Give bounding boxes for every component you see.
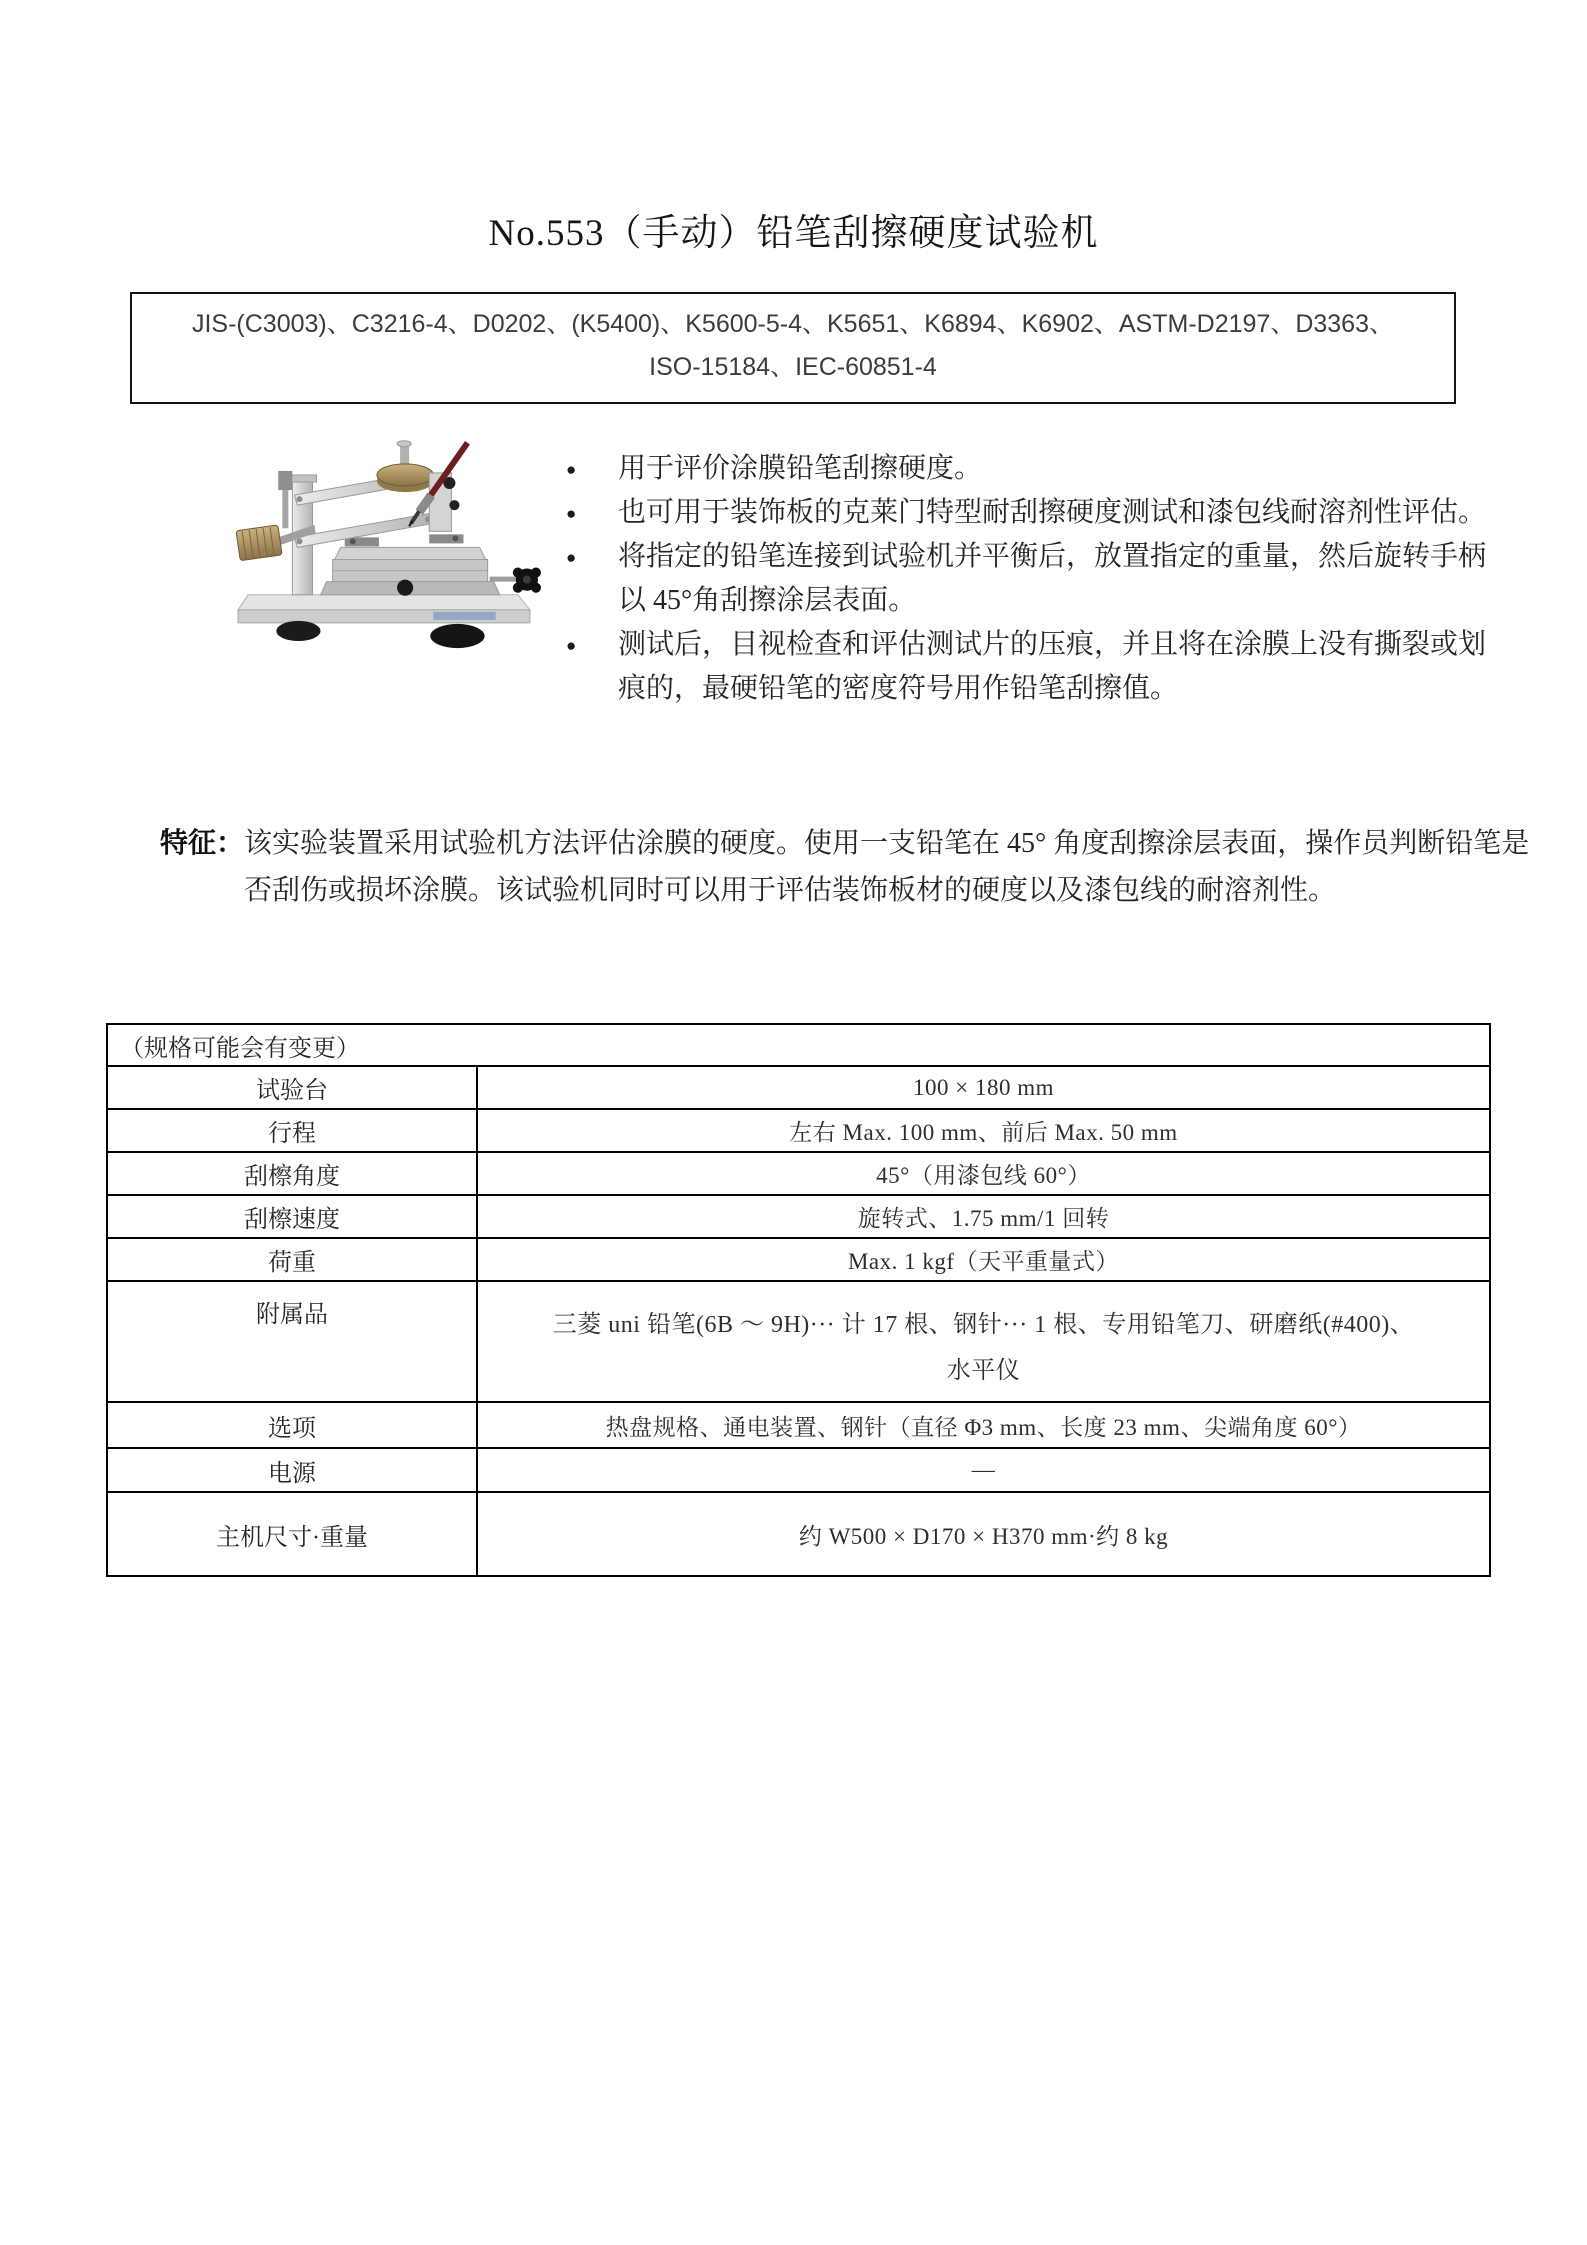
spec-row-stroke xyxy=(107,1109,1490,1152)
intro-bullet-list xyxy=(566,447,1500,711)
bullet-text: 将指定的铅笔连接到试验机并平衡后，放置指定的重量，然后旋转手柄以 45°角刮擦涂层表面。 xyxy=(618,541,1487,616)
bullet-dot-icon: ● xyxy=(566,460,577,479)
spec-value: 热盘规格、通电装置、钢针（直径 Φ3 mm、长度 23 mm、尖端角度 60°） xyxy=(477,1402,1490,1448)
spec-value xyxy=(478,1283,1489,1400)
feature-label: 特征： xyxy=(160,828,245,859)
spec-label: 刮檫速度 xyxy=(107,1195,477,1238)
spec-row-dimensions-weight xyxy=(107,1492,1490,1576)
hardness-tester-machine-illustration xyxy=(232,430,544,688)
spec-row-power xyxy=(107,1448,1490,1492)
spec-note: （规格可能会有变更） xyxy=(107,1024,1490,1066)
spec-table xyxy=(106,1023,1491,1577)
feature-text: 该实验装置采用试验机方法评估涂膜的硬度。使用一支铅笔在 45° 角度刮擦涂层表面，操作员判断铅笔是否刮伤或损坏涂膜。该试验机同时可以用于评估装饰板材的硬度以及漆包线的耐溶剂性。 xyxy=(244,828,1530,906)
bullet-text: 也可用于装饰板的克莱门特型耐刮擦硬度测试和漆包线耐溶剂性评估。 xyxy=(618,497,1487,528)
spec-row-scratch-angle xyxy=(107,1152,1490,1195)
spec-value: 旋转式、1.75 mm/1 回转 xyxy=(477,1195,1490,1238)
spec-value: Max. 1 kgf（天平重量式） xyxy=(477,1238,1490,1281)
bullet-item xyxy=(566,623,1500,711)
accessories-line-1: 三菱 uni 铅笔(6B ～ 9H)··· 计 17 根、钢针··· 1 根、专用铅笔刀、研磨纸(#400)、 xyxy=(552,1312,1415,1338)
spec-row-scratch-speed xyxy=(107,1195,1490,1238)
standards-box xyxy=(130,292,1456,404)
machine-stage xyxy=(321,534,500,595)
bullet-dot-icon: ● xyxy=(566,504,577,523)
feature-paragraph xyxy=(160,820,1544,914)
spec-label: 电源 xyxy=(107,1448,477,1492)
spec-row-test-stage xyxy=(107,1066,1490,1109)
spec-label: 选项 xyxy=(107,1402,477,1448)
machine-base xyxy=(238,595,530,648)
spec-row-accessories xyxy=(107,1281,1490,1402)
bullet-dot-icon: ● xyxy=(566,548,577,567)
spec-value: 100 × 180 mm xyxy=(477,1066,1490,1109)
standards-line-1: JIS-(C3003)、C3216-4、D0202、(K5400)、K5600-5-4、K5651、K6894、K6902、ASTM-D2197、D3363、 xyxy=(191,310,1394,338)
spec-row-load xyxy=(107,1238,1490,1281)
bullet-item xyxy=(566,447,1500,491)
spec-label: 试验台 xyxy=(107,1066,477,1109)
bullet-item xyxy=(566,491,1500,535)
spec-value: 约 W500 × D170 × H370 mm·约 8 kg xyxy=(477,1492,1490,1576)
spec-label: 刮檫角度 xyxy=(107,1152,477,1195)
bullet-text: 用于评价涂膜铅笔刮擦硬度。 xyxy=(618,453,983,484)
standards-line-2: ISO-15184、IEC-60851-4 xyxy=(649,353,937,381)
product-photo xyxy=(232,430,544,688)
bullet-item xyxy=(566,535,1500,623)
spec-row-options xyxy=(107,1402,1490,1448)
accessories-line-2: 水平仪 xyxy=(946,1358,1021,1384)
spec-value: 45°（用漆包线 60°） xyxy=(477,1152,1490,1195)
page-title: No.553（手动）铅笔刮擦硬度试验机 xyxy=(488,213,1099,254)
bullet-dot-icon: ● xyxy=(566,636,577,655)
spec-note-row xyxy=(107,1024,1490,1066)
spec-value: 左右 Max. 100 mm、前后 Max. 50 mm xyxy=(477,1109,1490,1152)
spec-label: 主机尺寸·重量 xyxy=(107,1492,477,1576)
spec-label: 荷重 xyxy=(107,1238,477,1281)
spec-label: 附属品 xyxy=(107,1281,477,1402)
bullet-text: 测试后，目视检查和评估测试片的压痕，并且将在涂膜上没有撕裂或划痕的，最硬铅笔的密度符号用作铅笔刮擦值。 xyxy=(618,629,1487,704)
spec-label: 行程 xyxy=(107,1109,477,1152)
spec-value: — xyxy=(477,1448,1490,1492)
